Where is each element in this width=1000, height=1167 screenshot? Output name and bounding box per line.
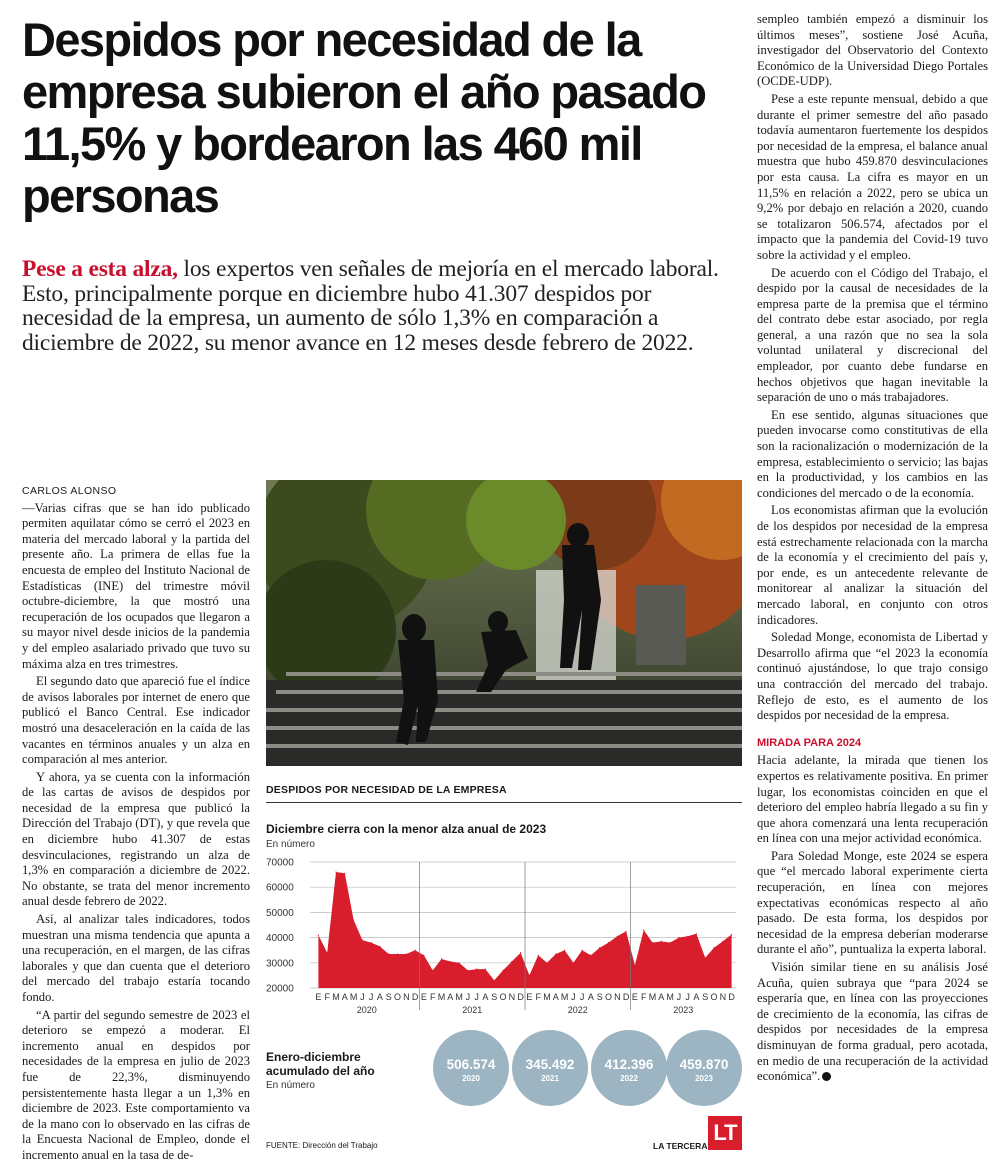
x-tick-label: M <box>648 992 657 1002</box>
la-tercera-logo: LT <box>708 1116 742 1150</box>
data-point <box>511 961 512 962</box>
bubble-value: 412.396 <box>604 1057 654 1072</box>
data-point <box>450 961 451 962</box>
x-tick-label: A <box>587 992 594 1002</box>
annual-bubble-2020 <box>433 1030 509 1106</box>
left-column <box>22 484 250 1166</box>
x-tick-label: A <box>447 992 454 1002</box>
data-point <box>590 955 591 956</box>
data-point <box>362 940 363 941</box>
data-point <box>678 937 679 938</box>
data-point <box>441 958 442 959</box>
bubble-year: 2020 <box>462 1074 480 1083</box>
paragraph: Así, al analizar tales indicadores, todos muestran una misma tendencia que apunta a una recuperación, en el margen, de las cifras laborales y que dan cuenta que el deterioro del mercado del trabajo estaría tocando fondo. <box>22 912 250 1004</box>
x-tick-label: M <box>349 992 358 1002</box>
data-point <box>344 873 345 874</box>
data-point <box>599 947 600 948</box>
data-point <box>713 947 714 948</box>
year-label: 2023 <box>673 1005 694 1015</box>
y-tick-label: 30000 <box>266 958 294 970</box>
data-point <box>538 955 539 956</box>
paragraph: De acuerdo con el Código del Trabajo, el despido por la causal de necesidades de la empresa parte de la premisa que el término del contrato debe estar asociado, por regla general, a una razón que no sea la sola voluntad unilateral y discrecional del empleador, por cuanto debe fundarse en hechos objetivos que hagan inevitable la separación de uno o más trabajadores. <box>757 265 988 405</box>
data-point <box>353 919 354 920</box>
bubble-value: 345.492 <box>525 1057 575 1072</box>
paragraph <box>757 960 988 1085</box>
x-tick-label: A <box>341 992 348 1002</box>
x-tick-label: M <box>560 992 569 1002</box>
x-tick-label: A <box>658 992 665 1002</box>
paragraph-text: Visión similar tiene en su análisis José Acuña, quien subraya que “para 2024 se esperaría que, en línea con las proyecciones de crecimiento de la economía, las cifras de despidos por necesidades de la empresa disminuyan de forma gradual, pero acotada, en medio de una recuperación de la actividad económica”. <box>757 960 988 1084</box>
data-point <box>670 942 671 943</box>
x-tick-label: M <box>332 992 340 1002</box>
x-tick-label: A <box>552 992 559 1002</box>
data-point <box>687 936 688 937</box>
x-tick-label: M <box>437 992 446 1002</box>
y-tick-label: 70000 <box>266 857 294 869</box>
data-point <box>722 941 723 942</box>
x-tick-label: J <box>465 992 471 1002</box>
x-tick-label: E <box>631 992 638 1002</box>
annual-unit: En número <box>266 1080 315 1091</box>
data-point <box>634 965 635 966</box>
data-point <box>705 957 706 958</box>
data-point <box>327 952 328 953</box>
data-point <box>388 953 389 954</box>
paragraph: Hacia adelante, la mirada que tienen los expertos es relativamente positiva. En primer lugar, los economistas coinciden en que el deterioro del empleo habría llegado a su fin y que ahora comenzará una lenta recuperación en línea con una mejor actividad económica. <box>757 753 988 846</box>
data-point <box>582 950 583 951</box>
x-tick-label: D <box>728 992 735 1002</box>
x-tick-label: F <box>640 992 647 1002</box>
y-tick-label: 40000 <box>266 933 294 945</box>
x-tick-label: E <box>526 992 533 1002</box>
data-point <box>459 962 460 963</box>
x-tick-label: A <box>376 992 383 1002</box>
data-point <box>494 980 495 981</box>
data-point <box>652 942 653 943</box>
paragraph: En ese sentido, algunas situaciones que pueden invocarse como constitutivas de ella son la racionalización o modernización de la empresa, establecimiento o servicio; las bajas en la productividad, y los cambios en las condiciones del mercado o de la economía. <box>757 407 988 500</box>
paragraph: Soledad Monge, economista de Libertad y Desarrollo afirma que “el 2023 la economía continuó ajustándose, lo que trajo consigo una contracción del mercado del trabajo. Reflejo de esto, es el aumento de los despidos por necesidad de la empresa. <box>757 630 988 723</box>
x-tick-label: O <box>605 992 613 1002</box>
data-point <box>318 935 319 936</box>
data-point <box>415 950 416 951</box>
right-column <box>757 12 988 1087</box>
source-note: FUENTE: Dirección del Trabajo <box>266 1141 378 1150</box>
chart-unit: En número <box>266 839 315 850</box>
data-point <box>608 942 609 943</box>
data-point <box>397 953 398 954</box>
paragraph: “A partir del segundo semestre de 2023 el deterioro se empezó a moderar. El incremento anual en despidos por necesidades de la empresa en julio de 2023 fue de 22,3%, disminuyendo persistentemente hasta llegar a un 1,3% en diciembre de 2023. Este comportamiento va de la mano con lo observado en las cifras de la Encuesta Nacional de Empleo, donde el incremento anual en la tasa de de- <box>22 1007 250 1162</box>
annual-bubble-2023 <box>666 1030 742 1106</box>
x-tick-label: D <box>622 992 630 1002</box>
graphic-title: DESPIDOS POR NECESIDAD DE LA EMPRESA <box>266 784 742 803</box>
data-point <box>643 929 644 930</box>
data-point <box>371 942 372 943</box>
data-point <box>661 941 662 942</box>
brand-name: LA TERCERA <box>653 1141 708 1151</box>
paragraph: Pese a este repunte mensual, debido a que durante el primer semestre del año pasado todavía aumentaron fuertemente los despidos por necesidad de la empresa, el balance anual muestra que hubo 459.870 desvinculaciones por esta causa. La cifra es mayor en un 11,5% en relación a 2022, pero se ubica un 9,2% por debajo en relación a 2020, cuando se totalizaron 506.574, afectados por el impacto que la pandemia del Covid-19 tuvo sobre la actividad y el empleo. <box>757 91 988 262</box>
x-tick-label: J <box>368 992 374 1002</box>
lead-text: los expertos ven señales de mejoría en el mercado laboral. Esto, principalmente porque en diciembre hubo 41.307 despidos por necesidad de la empresa, un aumento de sólo 1,3% en comparación a diciembre de 2022, su menor avance en 12 meses desde febrero de 2022. <box>22 256 719 356</box>
news-photo <box>266 480 742 766</box>
x-tick-label: F <box>324 992 330 1002</box>
data-point <box>476 969 477 970</box>
data-point <box>564 950 565 951</box>
data-point <box>546 962 547 963</box>
paragraph: Para Soledad Monge, este 2024 se espera que “el mercado laboral experimente cierta recuperación, en línea con mejores expectativas económicas respecto al año pasado. De esta forma, los despidos por necesidad de la empresa deberían moderarse durante el año”, puntualiza la experta laboral. <box>757 848 988 957</box>
x-tick-label: A <box>693 992 700 1002</box>
bubble-value: 506.574 <box>446 1057 496 1072</box>
chart-subtitle: Diciembre cierra con la menor alza anual de 2023 <box>266 822 547 836</box>
x-tick-label: J <box>360 992 365 1002</box>
bubble-value: 459.870 <box>679 1057 729 1072</box>
x-tick-label: O <box>710 992 718 1002</box>
author-byline: CARLOS ALONSO <box>22 485 117 497</box>
paragraph: Los economistas afirman que la evolución de los despidos por necesidad de la empresa está estrechamente relacionada con la marcha de la economía y el crecimiento del país y, por ende, es un antecedente relevante de monitorear al analizar la situación del mercado laboral, en conjunto con otros indicadores. <box>757 503 988 627</box>
data-point <box>335 872 336 873</box>
photo-illustration <box>266 480 742 766</box>
data-point <box>617 936 618 937</box>
year-label: 2020 <box>356 1005 377 1015</box>
x-tick-label: F <box>429 992 436 1002</box>
data-point <box>379 946 380 947</box>
bubble-year: 2021 <box>541 1074 559 1083</box>
end-of-article-icon <box>822 1072 831 1081</box>
paragraph: —Varias cifras que se han ido publicado permiten aquilatar cómo se cerró el 2023 en materia del mercado laboral y la partida del presente año. La primera de ellas fue la encuesta de empleo del Instituto Nacional de Estadísticas (INE) del trimestre móvil octubre-diciembre, la que mostró una recuperación de los ocupados que llegaron a su mayor nivel desde inicios de la pandemia y del empleo asalariado privado que tuvo su máxima alza en tres trimestres. <box>22 500 250 671</box>
data-point <box>696 933 697 934</box>
data-point <box>520 952 521 953</box>
x-tick-label: F <box>535 992 541 1002</box>
x-tick-label: J <box>571 992 576 1002</box>
annual-bubble-2021 <box>512 1030 588 1106</box>
data-point <box>423 955 424 956</box>
data-point <box>731 934 732 935</box>
paragraph: sempleo también empezó a disminuir los últimos meses”, sostiene José Acuña, investigador del Observatorio del Contexto Económico de la Universidad Diego Portales (OCDE-UDP). <box>757 12 988 89</box>
x-tick-label: S <box>491 992 498 1002</box>
annual-label-line-1: Enero-diciembre <box>266 1050 361 1064</box>
data-point <box>432 970 433 971</box>
x-tick-label: S <box>385 992 392 1002</box>
x-tick-label: J <box>685 992 690 1002</box>
data-point <box>467 970 468 971</box>
headline: Despidos por necesidad de la empresa subieron el año pasado 11,5% y bordearon las 460 mil personas <box>22 13 706 222</box>
x-tick-label: N <box>508 992 516 1002</box>
lead-paragraph <box>22 257 742 355</box>
year-label: 2022 <box>567 1005 588 1015</box>
data-point <box>555 953 556 954</box>
annual-total-label <box>266 1051 375 1078</box>
section-subhead: MIRADA PARA 2024 <box>757 736 862 749</box>
annual-bubble-2022 <box>591 1030 667 1106</box>
data-point <box>573 962 574 963</box>
x-tick-label: N <box>719 992 727 1002</box>
paragraph: Y ahora, ya se cuenta con la información de las cartas de avisos de despidos por necesidad de la empresa que publicó la Dirección del Trabajo (DT), y que revela que en diciembre hubo 41.307 de estas desvinculaciones, registrando un alza de 1,3% en comparación a diciembre de 2022. No obstante, se trata del menor incremento anual desde febrero de 2022. <box>22 769 250 909</box>
x-tick-label: M <box>455 992 463 1002</box>
annual-label-line-2: acumulado del año <box>266 1063 375 1078</box>
x-tick-label: E <box>315 992 322 1002</box>
x-tick-label: J <box>676 992 682 1002</box>
lead-highlight: Pese a esta alza, <box>22 256 178 282</box>
data-point <box>406 953 407 954</box>
x-tick-label: D <box>411 992 419 1002</box>
bubble-year: 2023 <box>695 1074 713 1083</box>
data-point <box>502 970 503 971</box>
x-tick-label: S <box>596 992 603 1002</box>
x-tick-label: N <box>614 992 621 1002</box>
area-chart <box>266 852 742 1024</box>
x-tick-label: D <box>517 992 524 1002</box>
x-tick-label: M <box>543 992 551 1002</box>
bubble-year: 2022 <box>620 1074 638 1083</box>
year-label: 2021 <box>462 1005 483 1015</box>
x-tick-label: J <box>474 992 479 1002</box>
x-tick-label: A <box>482 992 489 1002</box>
y-tick-label: 50000 <box>266 907 294 919</box>
data-point <box>529 975 530 976</box>
data-point <box>485 969 486 970</box>
paragraph: El segundo dato que apareció fue el índice de avisos laborales por internet de enero que publicó el Banco Central. Ese indicador mostró una desaceleración en la caída de las vacantes en términos anuales y un alza en comparación al mes anterior. <box>22 674 250 767</box>
x-tick-label: O <box>499 992 507 1002</box>
x-tick-label: N <box>403 992 410 1002</box>
x-tick-label: O <box>394 992 402 1002</box>
y-tick-label: 20000 <box>266 983 294 995</box>
x-tick-label: S <box>702 992 709 1002</box>
data-point <box>626 931 627 932</box>
x-tick-label: E <box>420 992 427 1002</box>
x-tick-label: J <box>579 992 585 1002</box>
x-tick-label: M <box>666 992 674 1002</box>
y-tick-label: 60000 <box>266 882 294 894</box>
